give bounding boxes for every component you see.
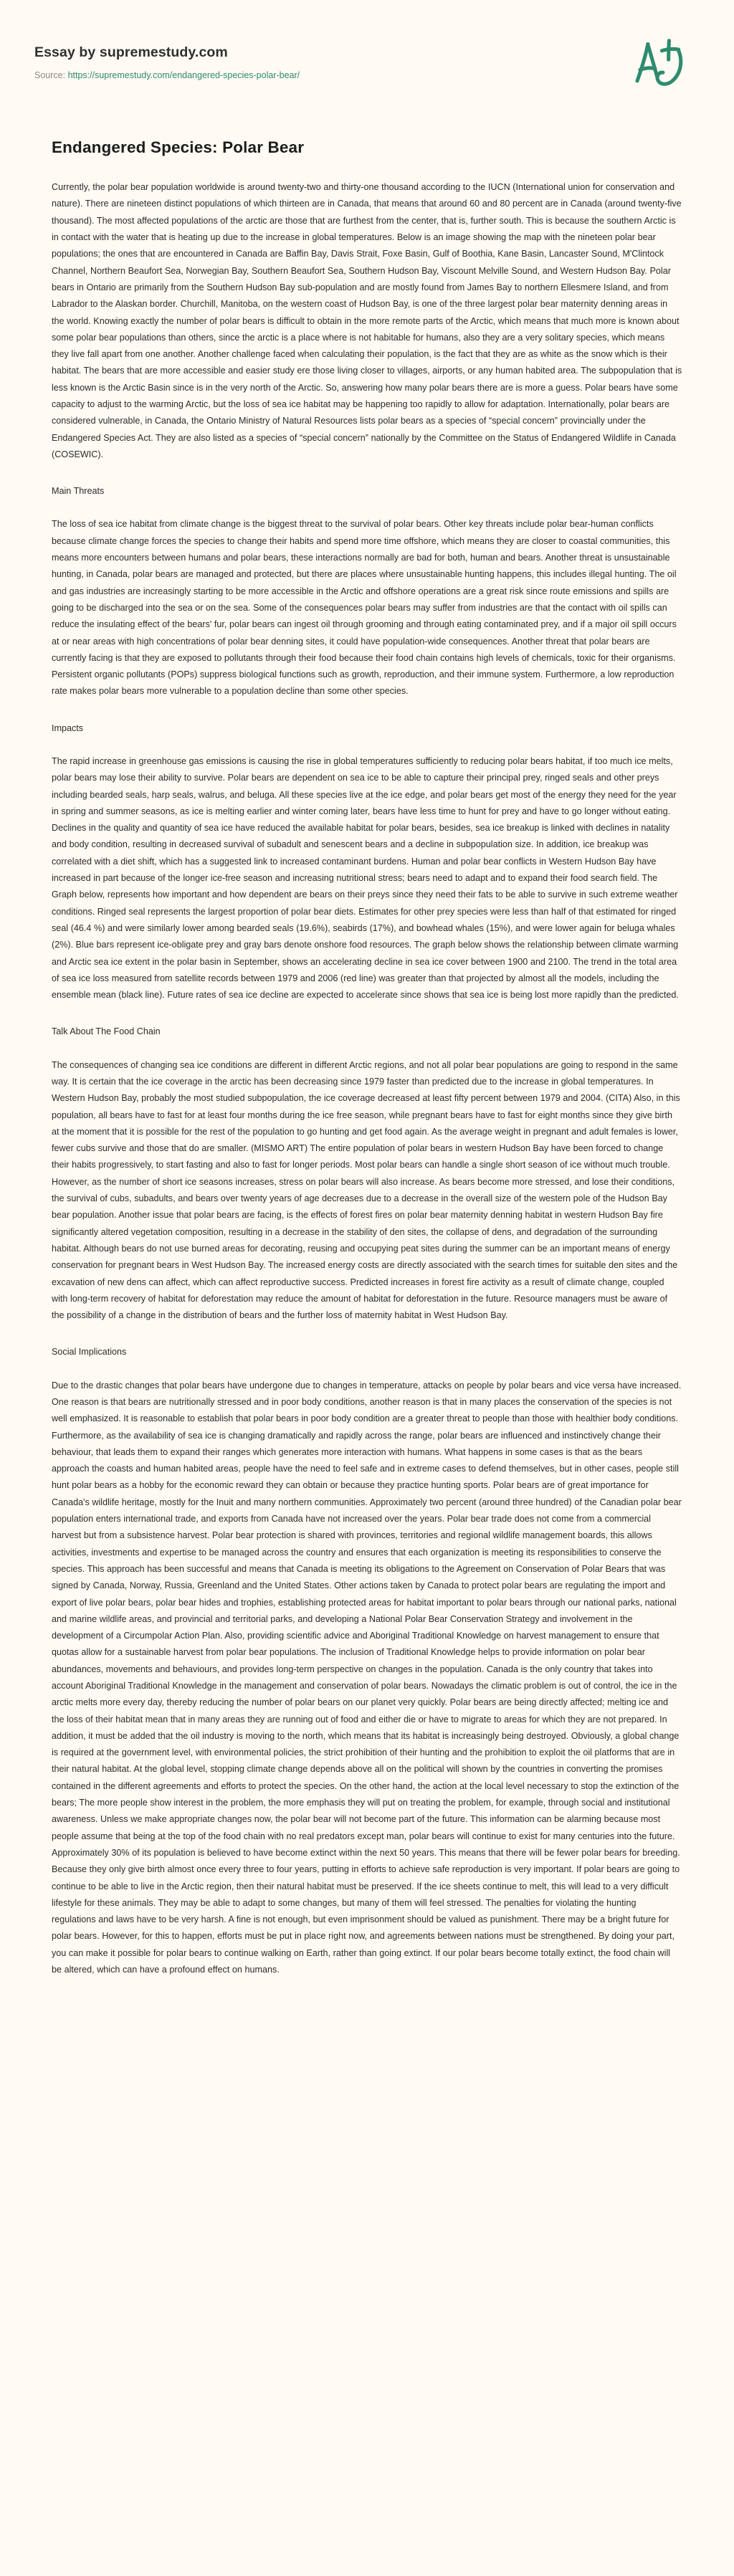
impacts-paragraph: The rapid increase in greenhouse gas emissions is causing the rise in global temperatures sufficiently to reducing polar bears habitat, if too much ice melts, polar bears may lose their ability to survive. Polar bears are dependent on sea ice to be able to capture their principal prey, ringed seals and other preys including bearded seals, harp seals, walrus, and beluga. All these species live at the ice edge, and polar bears get most of the energy they need for the year in spring and summer seasons, as ice is melting earlier and winter coming later, bears have less time to hunt for prey and have to go longer without eating. Declines in the quality and quantity of sea ice have reduced the available habitat for polar bears, besides, sea ice breakup is linked with declines in natality and body condition, resulting in decreased survival of subadult and senescent bears and a decline in subpopulation size. In addition, ice breakup was correlated with a diet shift, which has a suggested link to increased contaminant burdens. Human and polar bear conflicts in Western Hudson Bay have increased in part because of the longer ice-free season and increasing nutritional stress; bears need to adapt and to expand their food search field. The Graph below, represents how important and how dependent are bears on their preys since they need their fats to be able to survive in such extreme weather conditions. Ringed seal represents the largest proportion of polar bear diets. Estimates for other prey species were less than half of that estimated for ringed seal (46.4 %) and were similarly lower among bearded seals (19.6%), seabirds (17%), and bowhead whales (15%), and were lower again for beluga whales (2%). Blue bars represent ice-obligate prey and gray bars denote onshore food resources. The graph below shows the relationship between climate warming and Arctic sea ice extent in the polar basin in September, shows an accelerating decline in sea ice cover between 1900 and 2100. The trend in the total area of sea ice loss measured from satellite records between 1979 and 2006 (red line) was greater than that projected by almost all the models, including the ensemble mean (black line). Future rates of sea ice decline are expected to accelerate since shows that sea ice is being lost more rapidly than the predicted. — [52, 755, 679, 1001]
food-chain-paragraph: The consequences of changing sea ice conditions are different in different Arctic regions, and not all polar bear populations are going to respond in the same way. It is certain that the ice coverage in the arctic has been decreasing since 1979 faster than predicted due to the increase in global temperatures. In Western Hudson Bay, probably the most studied subpopulation, the ice coverage decreased at least fifty percent between 1979 and 2004. (CITA) Also, in this population, all bears have to fast for at least four months during the ice free season, while pregnant bears have to fast for eight months since they give birth at the moment that it is possible for the rest of the population to go hunting and get food again. As the average weight in pregnant and adult females is lower, fewer cubs survive and those that do are smaller. (MISMO ART) The entire population of polar bears in western Hudson Bay have been forced to change their habits progressively, to start fasting and also to fast for longer periods. Most polar bears can handle a single short season of ice without much trouble. However, as the number of short ice seasons increases, stress on polar bears will also increase. As bears become more stressed, and lose their conditions, the survival of cubs, subadults, and bears over twenty years of age decreases due to a decrease in the overall size of the western pole of the Hudson Bay bear population. Another issue that polar bears are facing, is the effects of forest fires on polar bear maternity denning habitat in western Hudson Bay fire significantly altered vegetation composition, resulting in a decrease in the stability of den sites, the collapse of dens, and degradation of the surrounding habitat. Although bears do not use burned areas for decorating, reusing and occupying peat sites during the summer can be an important means of energy conservation for pregnant bears in West Hudson Bay. The increased energy costs are directly associated with the search times for suitable den sites and the excavation of new dens can affect, which can affect reproductive success. Predicted increases in forest fire activity as a result of climate change, coupled with long-term recovery of habitat for deforestation may reduce the amount of habitat for deforestation in the future. Resource managers must be aware of the possibility of a change in the distribution of bears and the further loss of maternity habitat in West Hudson Bay. — [52, 1059, 680, 1321]
section-heading-food-chain: Talk About The Food Chain — [52, 1026, 161, 1037]
header-text-block — [34, 44, 300, 81]
source-label: Source: — [34, 70, 66, 81]
section-heading-main-threats: Main Threats — [52, 486, 105, 497]
section-heading-social-implications: Social Implications — [52, 1347, 127, 1358]
page-title: Endangered Species: Polar Bear — [52, 138, 305, 156]
document-body — [0, 179, 734, 2021]
a-plus-logo-icon — [632, 37, 688, 93]
social-implications-paragraph: Due to the drastic changes that polar bears have undergone due to changes in temperature, attacks on people by polar bears and vice versa have increased. One reason is that bears are nutritionally stressed and in poor body conditions, another reason is that in many places the conservation of the species is not well emphasized. It is reasonable to establish that polar bears in poor body condition are a greater threat to people than those with healthier body conditions. Furthermore, as the availability of sea ice is changing dramatically and rapidly across the range, polar bears are influenced and instinctively change their behaviour, that leads them to expand their ranges which generates more interaction with humans. What happens in some cases is that as the bears approach the coasts and human habited areas, people have the need to feel safe and in extreme cases to defend themselves, but in other cases, people still hunt polar bears as a hobby for the economic reward they can obtain or because they practice hunting sports. Polar bears are of great importance for Canada's wildlife heritage, mostly for the Inuit and many northern communities. Approximately two percent (around three hundred) of the Canadian polar bear population enters international trade, and exports from Canada have not increased over the years. Polar bear trade does not come from a commercial harvest but from a subsistence harvest. Polar bear protection is shared with provinces, territories and regional wildlife management boards, this allows activities, investments and expertise to be managed across the country and ensures that each organization is meeting its responsibilities to conserve the species. This approach has been successful and means that Canada is meeting its obligations to the Agreement on Conservation of Polar Bears that was signed by Canada, Norway, Russia, Greenland and the United States. Other actions taken by Canada to protect polar bears are regulating the import and export of live polar bears, polar bear hides and trophies, establishing protected areas for habitat important to polar bears through our national parks, national and marine wildlife areas, and provincial and territorial parks, and developing a National Polar Bear Conservation Strategy and involvement in the development of a Circumpolar Action Plan. Also, providing scientific advice and Aboriginal Traditional Knowledge on harvest management to ensure that quotas allow for a sustainable harvest from polar bear populations. The inclusion of Traditional Knowledge helps to provide information on polar bear abundances, movements and behaviours, and provides long-term perspective on changes in the population. Canada is the only country that takes into account Aboriginal Traditional Knowledge in the management and conservation of polar bears. Nowadays the climatic problem is out of control, the ice in the arctic melts more every day, thereby reducing the number of polar bears on our planet very quickly. Polar bears are being directly affected; melting ice and the loss of their habitat mean that in many areas they are running out of food and either die or have to migrate to areas for which they are not prepared. In addition, it must be added that the oil industry is moving to the north, which means that its habitat is increasingly being destroyed. Obviously, a global change is required at the government level, with environmental policies, the strict prohibition of their hunting and the prohibition to exploit the oil platforms that are in their natural habitat. At the global level, stopping climate change depends above all on the political will shown by the countries in converting the promises contained in the different agreements and efforts to protect the species. On the other hand, the action at the local level necessary to stop the extinction of the bears; The more people show interest in the problem, the more emphasis they will put on treating the problem, for example, through social and institutional awareness. Unless we make appropriate changes now, the polar bear will not become part of the future. This information can be alarming because most people assume that being at the top of the food chain with no real predators except man, polar bears will continue to exist for many centuries into the future. Approximately 30% of its population is believed to have become extinct within the next 50 years. This means that there will be fewer polar bears for breeding. Because they only give birth almost once every three to four years, putting in efforts to achieve safe reproduction is very important. If polar bears are going to continue to be able to live in the Arctic region, then their natural habitat must be preserved. If the ice sheets continue to melt, this will lead to a very difficult lifestyle for these animals. They may be able to adapt to some changes, but many of them will feel stressed. The penalties for violating the hunting regulations and laws have to be very harsh. A fine is not enough, but even imprisonment should be valued as punishment. There may be a bright future for polar bears. However, for this to happen, efforts must be put in place right now, and agreements between nations must be strengthened. By doing your part, you can make it possible for polar bears to continue walking on Earth, rather than going extinct. If our polar bears become totally extinct, the food chain will be altered, which can have a profound effect on humans. — [52, 1380, 682, 1975]
source-url-link[interactable]: https://supremestudy.com/endangered-species-polar-bear/ — [67, 70, 300, 81]
section-heading-impacts: Impacts — [52, 722, 84, 733]
document-header — [0, 0, 734, 93]
brand-title: Essay by supremestudy.com — [34, 44, 228, 60]
source-line — [34, 70, 300, 81]
intro-paragraph: Currently, the polar bear population worldwide is around twenty-two and thirty-one thousand according to the IUCN (International union for conservation and nature). There are nineteen distinct populations of which thirteen are in Canada, that means that around 60 and 80 percent are in Canada (around twenty-five thousand). The most affected populations of the arctic are those that are furthest from the center, that is, further south. This is because the southern Arctic is in contact with the water that is heating up due to the increase in global temperatures. Below is an image showing the map with the nineteen polar bear populations; the ones that are encountered in Canada are Baffin Bay, Davis Strait, Foxe Basin, Gulf of Boothia, Kane Basin, Lancaster Sound, M'Clintock Channel, Northern Beaufort Sea, Norwegian Bay, Southern Beaufort Sea, Southern Hudson Bay, Viscount Melville Sound, and Western Hudson Bay. Polar bears in Ontario are primarily from the Southern Hudson Bay sub-population and are mostly found from James Bay to northern Ellesmere Island, and from Labrador to the Alaskan border. Churchill, Manitoba, on the western coast of Hudson Bay, is one of the three largest polar bear maternity denning areas in the world. Knowing exactly the number of polar bears is difficult to obtain in the more remote parts of the Arctic, which means that much more is known about some polar bear populations than others, since the arctic is a place where is not habitable for humans, also they are a very solitary species, which means they live fall apart from one another. Another challenge faced when calculating their population, is the fact that they are as white as the snow which is their habitat. The bears that are more accessible and easier study ere those living closer to villages, airports, or any human habited area. The subpopulation that is less known is the Arctic Basin since is in the very north of the Arctic. So, answering how many polar bears there are is more a guess. Polar bears have some capacity to adjust to the warming Arctic, but the loss of sea ice habitat may be happening too rapidly to allow for adaptation. Internationally, polar bears are considered vulnerable, in Canada, the Ontario Ministry of Natural Resources lists polar bears as a species of “special concern” provincially under the Endangered Species Act. They are also listed as a species of “special concern” nationally by the Committee on the Status of Endangered Wildlife in Canada (COSEWIC). — [52, 182, 682, 459]
main-threats-paragraph: The loss of sea ice habitat from climate change is the biggest threat to the survival of polar bears. Other key threats include polar bear-human conflicts because climate change forces the species to change their habits and spend more time offshore, which means they are closer to coastal communities, this means more encounters between humans and polar bears, these interactions normally are bad for both, human and bears. Another threat is unsustainable hunting, in Canada, polar bears are managed and protected, but there are places where unsustainable hunting happens, this includes illegal hunting. The oil and gas industries are increasingly starting to be more accessible in the Arctic and offshore operations are a great risk since route emissions and spills are going to be discharged into the sea or on the sea. Some of the consequences polar bears may suffer from industries are that the contact with oil spills can reduce the insulating effect of the bears' fur, polar bears can ingest oil through grooming and through eating contaminated prey, and if a major oil spill occurs at or near areas with high concentrations of polar bear denning sites, it could have population-wide consequences. Another threat that polar bears are currently facing is that they are exposed to pollutants through their food because their food chain contains high levels of chemicals, toxic for their organisms. Persistent organic pollutants (POPs) suppress biological functions such as growth, reproduction, and their immune system. Furthermore, a low reproduction rate makes polar bears more vulnerable to a population decline than some other species. — [52, 519, 677, 697]
